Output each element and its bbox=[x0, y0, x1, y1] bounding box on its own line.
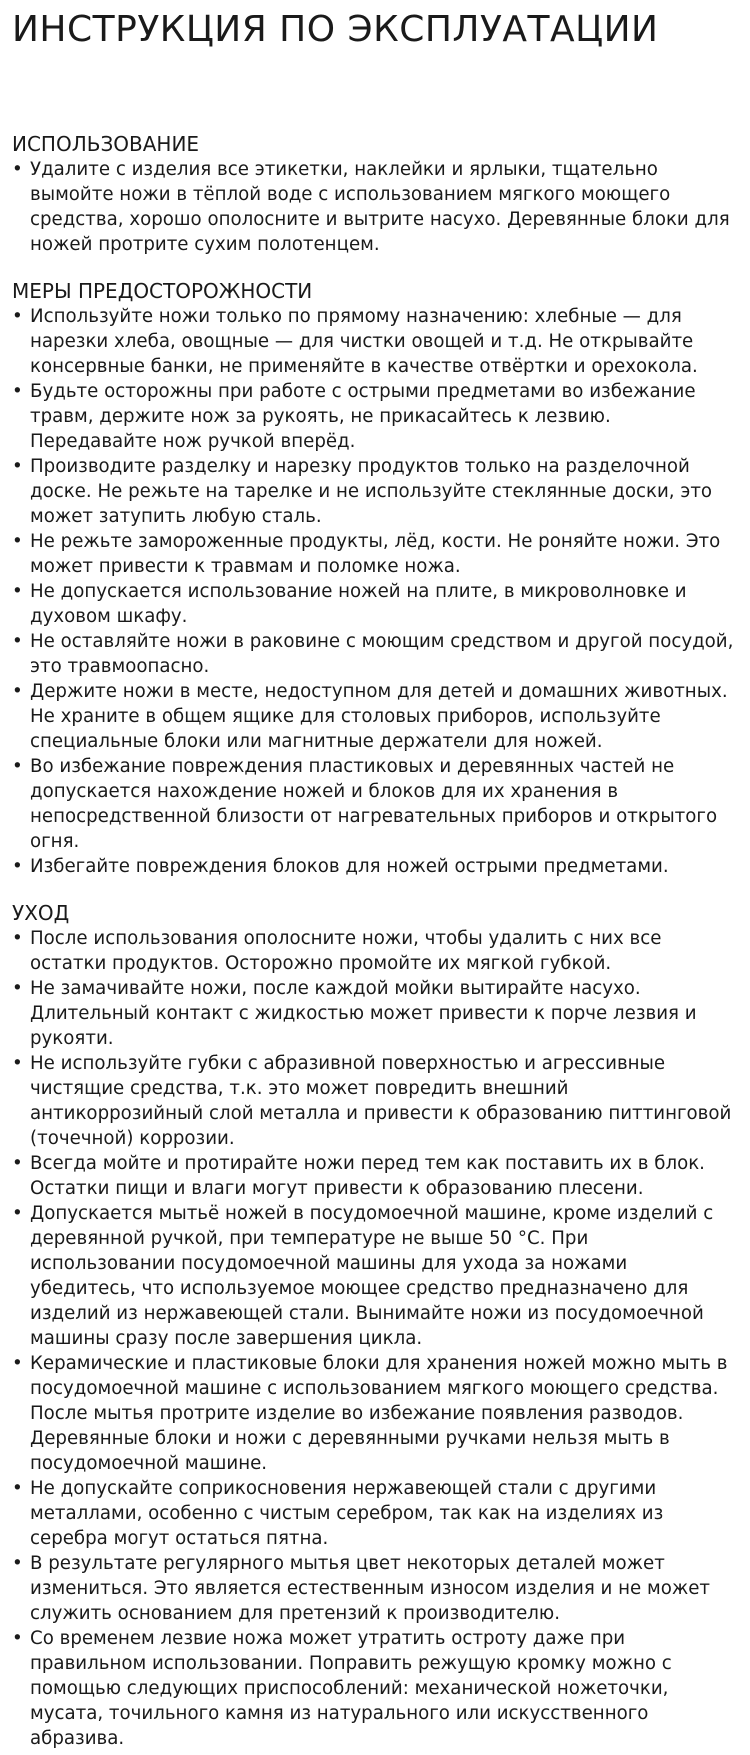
list-item: • После использования ополосните ножи, чтобы удалить с них все остатки продуктов. Осторожно промойте их мягкой губкой. bbox=[12, 926, 738, 976]
list-item: • Не используйте губки с абразивной поверхностью и агрессивные чистящие средства, т.к. это может повредить внешний антикоррозийный слой металла и привести к образованию питтинговой (точечной) коррозии. bbox=[12, 1051, 738, 1151]
list-item: • Не допускается использование ножей на плите, в микроволновке и духовом шкафу. bbox=[12, 579, 738, 629]
list-item: • Удалите с изделия все этикетки, наклейки и ярлыки, тщательно вымойте ножи в тёплой воде с использованием мягкого моющего средства, хорошо ополосните и вытрите насухо. Деревянные блоки для ножей протрите сухим полотенцем. bbox=[12, 157, 738, 257]
section-list bbox=[12, 926, 738, 1751]
list-item: • Избегайте повреждения блоков для ножей острыми предметами. bbox=[12, 854, 738, 879]
list-item: • Не оставляйте ножи в раковине с моющим средством и другой посудой, это травмоопасно. bbox=[12, 629, 738, 679]
list-item: • В результате регулярного мытья цвет некоторых деталей может измениться. Это является естественным износом изделия и не может служить основанием для претензий к производителю. bbox=[12, 1551, 738, 1626]
section-precautions bbox=[12, 279, 738, 879]
section-heading: МЕРЫ ПРЕДОСТОРОЖНОСТИ bbox=[12, 279, 313, 303]
list-item: • Во избежание повреждения пластиковых и деревянных частей не допускается нахождение ножей и блоков для их хранения в непосредственной близости от нагревательных приборов и открытого огня. bbox=[12, 754, 738, 854]
list-item: • Не допускайте соприкосновения нержавеющей стали с другими металлами, особенно с чистым серебром, так как на изделиях из серебра могут остаться пятна. bbox=[12, 1476, 738, 1551]
list-item: • Керамические и пластиковые блоки для хранения ножей можно мыть в посудомоечной машине с использованием мягкого моющего средства. После мытья протрите изделие во избежание появления разводов. Деревянные блоки и ножи с деревянными ручками нельзя мыть в посудомоечной машине. bbox=[12, 1351, 738, 1476]
list-item: • Всегда мойте и протирайте ножи перед тем как поставить их в блок. Остатки пищи и влаги могут привести к образованию плесени. bbox=[12, 1151, 738, 1201]
list-item: • Не режьте замороженные продукты, лёд, кости. Не роняйте ножи. Это может привести к травмам и поломке ножа. bbox=[12, 529, 738, 579]
section-heading: ИСПОЛЬЗОВАНИЕ bbox=[12, 132, 200, 156]
list-item: • Производите разделку и нарезку продуктов только на разделочной доске. Не режьте на тарелке и не используйте стеклянные доски, это может затупить любую сталь. bbox=[12, 454, 738, 529]
section-list bbox=[12, 157, 738, 257]
list-item: • Допускается мытьё ножей в посудомоечной машине, кроме изделий с деревянной ручкой, при температуре не выше 50 °С. При использовании посудомоечной машины для ухода за ножами убедитесь, что используемое моющее средство предназначено для изделий из нержавеющей стали. Вынимайте ножи из посудомоечной машины сразу после завершения цикла. bbox=[12, 1201, 738, 1351]
section-heading: УХОД bbox=[12, 901, 70, 925]
list-item: • Со временем лезвие ножа может утратить остроту даже при правильном использовании. Поправить режущую кромку можно с помощью следующих приспособлений: механической ножеточки, мусата, точильного камня из натурального или искусственного абразива. bbox=[12, 1626, 738, 1751]
list-item: • Не замачивайте ножи, после каждой мойки вытирайте насухо. Длительный контакт с жидкостью может привести к порче лезвия и рукояти. bbox=[12, 976, 738, 1051]
list-item: • Держите ножи в месте, недоступном для детей и домашних животных. Не храните в общем ящике для столовых приборов, используйте специальные блоки или магнитные держатели для ножей. bbox=[12, 679, 738, 754]
page-title: ИНСТРУКЦИЯ ПО ЭКСПЛУАТАЦИИ bbox=[12, 9, 659, 50]
list-item: • Используйте ножи только по прямому назначению: хлебные — для нарезки хлеба, овощные — для чистки овощей и т.д. Не открывайте консервные банки, не применяйте в качестве отвёртки и орехокола. bbox=[12, 304, 738, 379]
section-list bbox=[12, 304, 738, 879]
list-item: • Будьте осторожны при работе с острыми предметами во избежание травм, держите нож за рукоять, не прикасайтесь к лезвию. Передавайте нож ручкой вперёд. bbox=[12, 379, 738, 454]
section-usage bbox=[12, 132, 738, 257]
section-care bbox=[12, 901, 738, 1751]
